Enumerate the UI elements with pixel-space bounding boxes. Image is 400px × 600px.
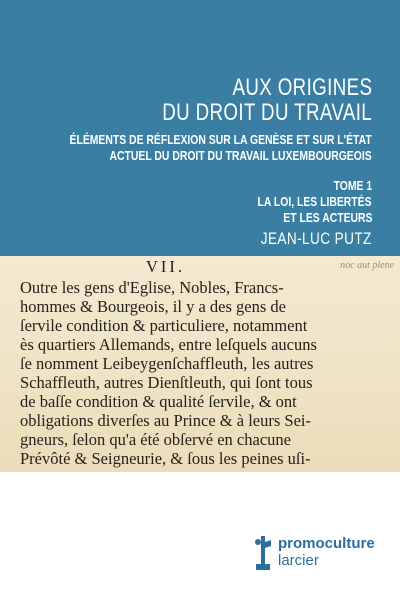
- publisher-logo: [252, 534, 375, 574]
- scan-text-line: ès quartiers Allemands, entre leſquels aucuns: [20, 335, 317, 354]
- scan-text-line: Schaffleuth, autres Dienſtleuth, qui ſont tous: [20, 373, 313, 392]
- scan-margin-note: noc aut plene: [340, 260, 394, 271]
- publisher-imprint: larcier: [278, 552, 319, 569]
- historical-text-image: [0, 256, 400, 472]
- publisher-name: promoculture: [278, 535, 375, 552]
- scan-text-line: Outre les gens d'Eglise, Nobles, Francs-: [20, 278, 284, 297]
- volume-title-line-2: ET LES ACTEURS: [282, 210, 372, 225]
- scan-text-line: ſervile condition & particuliere, notamment: [20, 316, 308, 335]
- scan-text-line: obligations diverſes au Prince & à leurs Sei-: [20, 411, 311, 430]
- title-panel: [0, 0, 400, 256]
- scan-text-line: Prévôté & Seigneurie, & ſous les peines uſi-: [20, 449, 311, 468]
- publisher-logo-icon: [252, 534, 274, 572]
- book-title-line-2: DU DROIT DU TRAVAIL: [162, 99, 372, 126]
- scan-text-line: hommes & Bourgeois, il y a des gens de: [20, 297, 286, 316]
- book-title-line-1: AUX ORIGINES: [232, 74, 372, 101]
- scan-heading: VII.: [146, 257, 186, 276]
- subtitle-line-2: ACTUEL DU DROIT DU TRAVAIL LUXEMBOURGEOIS: [109, 148, 372, 163]
- volume-title-line-1: LA LOI, LES LIBERTÉS: [257, 194, 372, 209]
- scan-text-line: de baſſe condition & qualité ſervile, & ont: [20, 392, 297, 411]
- volume-number: TOME 1: [333, 178, 372, 193]
- subtitle-line-1: ÉLÉMENTS DE RÉFLEXION SUR LA GENÈSE ET SUR L'ÉTAT: [69, 132, 372, 147]
- scan-text-line: ſe nomment Leibeygenſchaffleuth, les autres: [20, 354, 314, 373]
- scan-text-line: gneurs, ſelon qu'a été obſervé en chacune: [20, 430, 291, 449]
- author-name: JEAN-LUC PUTZ: [261, 229, 372, 248]
